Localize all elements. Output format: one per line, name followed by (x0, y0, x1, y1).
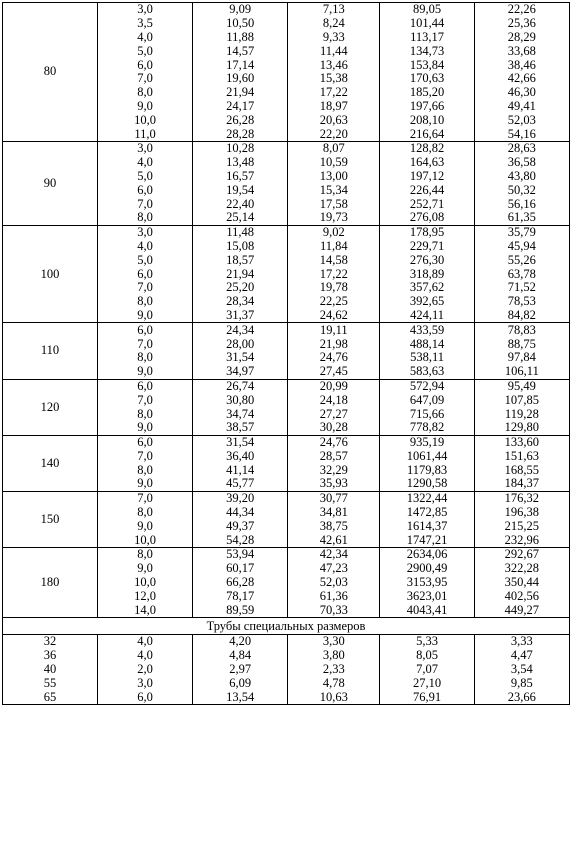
table-row (3, 435, 570, 449)
table-body (3, 3, 570, 705)
wall-thickness-cell: 7,0 (98, 393, 193, 407)
cross-section-area-cell: 24,34 (193, 323, 288, 337)
moment-of-inertia-cell: 89,05 (380, 3, 474, 17)
wall-thickness-cell: 5,0 (98, 44, 193, 58)
wall-thickness-cell: 6,0 (98, 435, 193, 449)
moment-of-inertia-cell: 113,17 (380, 31, 474, 45)
wall-thickness-cell: 9,0 (98, 309, 193, 323)
table-row (3, 379, 570, 393)
wall-thickness-cell: 9,0 (98, 477, 193, 491)
moment-of-inertia-cell: 4043,41 (380, 603, 474, 617)
wall-thickness-cell: 9,0 (98, 519, 193, 533)
section-modulus-cell: 49,41 (474, 100, 569, 114)
mass-per-meter-cell: 10,59 (288, 156, 380, 170)
moment-of-inertia-cell: 1322,44 (380, 491, 474, 505)
table-row (3, 676, 570, 690)
mass-per-meter-cell: 11,44 (288, 44, 380, 58)
wall-thickness-cell: 4,0 (98, 31, 193, 45)
mass-per-meter-cell: 24,76 (288, 351, 380, 365)
cross-section-area-cell: 34,97 (193, 365, 288, 379)
wall-thickness-cell: 8,0 (98, 211, 193, 225)
mass-per-meter-cell: 35,93 (288, 477, 380, 491)
moment-of-inertia-cell: 185,20 (380, 86, 474, 100)
wall-thickness-cell: 3,5 (98, 17, 193, 31)
section-modulus-cell: 95,49 (474, 379, 569, 393)
wall-thickness-cell: 14,0 (98, 603, 193, 617)
section-modulus-cell: 28,63 (474, 141, 569, 155)
mass-per-meter-cell: 4,78 (288, 676, 380, 690)
cross-section-area-cell: 34,74 (193, 407, 288, 421)
section-modulus-cell: 133,60 (474, 435, 569, 449)
wall-thickness-cell: 3,0 (98, 3, 193, 17)
mass-per-meter-cell: 21,98 (288, 337, 380, 351)
section-modulus-cell: 184,37 (474, 477, 569, 491)
mass-per-meter-cell: 13,00 (288, 170, 380, 184)
wall-thickness-cell: 6,0 (98, 58, 193, 72)
mass-per-meter-cell: 7,13 (288, 3, 380, 17)
outer-diameter-cell: 100 (3, 225, 98, 323)
cross-section-area-cell: 13,54 (193, 690, 288, 704)
mass-per-meter-cell: 27,45 (288, 365, 380, 379)
mass-per-meter-cell: 52,03 (288, 576, 380, 590)
table-row (3, 141, 570, 155)
moment-of-inertia-cell: 935,19 (380, 435, 474, 449)
wall-thickness-cell: 8,0 (98, 295, 193, 309)
table-row (3, 225, 570, 239)
cross-section-area-cell: 11,88 (193, 31, 288, 45)
cross-section-area-cell: 6,09 (193, 676, 288, 690)
wall-thickness-cell: 7,0 (98, 197, 193, 211)
section-modulus-cell: 232,96 (474, 533, 569, 547)
section-modulus-cell: 97,84 (474, 351, 569, 365)
moment-of-inertia-cell: 1472,85 (380, 506, 474, 520)
moment-of-inertia-cell: 1290,58 (380, 477, 474, 491)
cross-section-area-cell: 21,94 (193, 267, 288, 281)
section-modulus-cell: 54,16 (474, 127, 569, 141)
mass-per-meter-cell: 70,33 (288, 603, 380, 617)
cross-section-area-cell: 89,59 (193, 603, 288, 617)
mass-per-meter-cell: 30,28 (288, 421, 380, 435)
mass-per-meter-cell: 15,38 (288, 72, 380, 86)
cross-section-area-cell: 45,77 (193, 477, 288, 491)
section-modulus-cell: 9,85 (474, 676, 569, 690)
moment-of-inertia-cell: 1179,83 (380, 463, 474, 477)
moment-of-inertia-cell: 1061,44 (380, 450, 474, 464)
wall-thickness-cell: 9,0 (98, 562, 193, 576)
outer-diameter-cell: 32 (3, 635, 98, 649)
cross-section-area-cell: 31,37 (193, 309, 288, 323)
mass-per-meter-cell: 14,58 (288, 253, 380, 267)
mass-per-meter-cell: 28,57 (288, 450, 380, 464)
wall-thickness-cell: 7,0 (98, 450, 193, 464)
moment-of-inertia-cell: 2900,49 (380, 562, 474, 576)
moment-of-inertia-cell: 1614,37 (380, 519, 474, 533)
moment-of-inertia-cell: 27,10 (380, 676, 474, 690)
section-modulus-cell: 449,27 (474, 603, 569, 617)
section-modulus-cell: 36,58 (474, 156, 569, 170)
mass-per-meter-cell: 38,75 (288, 519, 380, 533)
moment-of-inertia-cell: 208,10 (380, 113, 474, 127)
outer-diameter-cell: 40 (3, 663, 98, 677)
section-modulus-cell: 4,47 (474, 649, 569, 663)
moment-of-inertia-cell: 5,33 (380, 635, 474, 649)
wall-thickness-cell: 8,0 (98, 506, 193, 520)
moment-of-inertia-cell: 8,05 (380, 649, 474, 663)
cross-section-area-cell: 13,48 (193, 156, 288, 170)
wall-thickness-cell: 4,0 (98, 649, 193, 663)
special-sizes-heading: Трубы специальных размеров (3, 618, 570, 635)
mass-per-meter-cell: 9,33 (288, 31, 380, 45)
section-modulus-cell: 38,46 (474, 58, 569, 72)
section-modulus-cell: 402,56 (474, 589, 569, 603)
outer-diameter-cell: 150 (3, 491, 98, 547)
moment-of-inertia-cell: 778,82 (380, 421, 474, 435)
wall-thickness-cell: 12,0 (98, 589, 193, 603)
mass-per-meter-cell: 13,46 (288, 58, 380, 72)
moment-of-inertia-cell: 178,95 (380, 225, 474, 239)
table-row (3, 649, 570, 663)
section-modulus-cell: 46,30 (474, 86, 569, 100)
cross-section-area-cell: 31,54 (193, 435, 288, 449)
cross-section-area-cell: 2,97 (193, 663, 288, 677)
section-modulus-cell: 151,63 (474, 450, 569, 464)
section-modulus-cell: 43,80 (474, 170, 569, 184)
cross-section-area-cell: 66,28 (193, 576, 288, 590)
mass-per-meter-cell: 9,02 (288, 225, 380, 239)
table-row (3, 323, 570, 337)
moment-of-inertia-cell: 128,82 (380, 141, 474, 155)
moment-of-inertia-cell: 583,63 (380, 365, 474, 379)
section-modulus-cell: 3,33 (474, 635, 569, 649)
mass-per-meter-cell: 3,30 (288, 635, 380, 649)
moment-of-inertia-cell: 433,59 (380, 323, 474, 337)
wall-thickness-cell: 4,0 (98, 240, 193, 254)
mass-per-meter-cell: 24,76 (288, 435, 380, 449)
cross-section-area-cell: 26,28 (193, 113, 288, 127)
wall-thickness-cell: 8,0 (98, 407, 193, 421)
wall-thickness-cell: 8,0 (98, 463, 193, 477)
moment-of-inertia-cell: 357,62 (380, 281, 474, 295)
cross-section-area-cell: 24,17 (193, 100, 288, 114)
special-sizes-heading-row (3, 618, 570, 635)
cross-section-area-cell: 16,57 (193, 170, 288, 184)
wall-thickness-cell: 10,0 (98, 576, 193, 590)
cross-section-area-cell: 15,08 (193, 240, 288, 254)
mass-per-meter-cell: 17,22 (288, 267, 380, 281)
mass-per-meter-cell: 8,24 (288, 17, 380, 31)
cross-section-area-cell: 10,28 (193, 141, 288, 155)
wall-thickness-cell: 6,0 (98, 690, 193, 704)
section-modulus-cell: 119,28 (474, 407, 569, 421)
section-modulus-cell: 196,38 (474, 506, 569, 520)
mass-per-meter-cell: 24,62 (288, 309, 380, 323)
table-row (3, 635, 570, 649)
section-modulus-cell: 78,53 (474, 295, 569, 309)
table-row (3, 690, 570, 704)
cross-section-area-cell: 30,80 (193, 393, 288, 407)
moment-of-inertia-cell: 3153,95 (380, 576, 474, 590)
wall-thickness-cell: 3,0 (98, 141, 193, 155)
mass-per-meter-cell: 22,20 (288, 127, 380, 141)
wall-thickness-cell: 6,0 (98, 267, 193, 281)
cross-section-area-cell: 18,57 (193, 253, 288, 267)
wall-thickness-cell: 7,0 (98, 491, 193, 505)
section-modulus-cell: 106,11 (474, 365, 569, 379)
mass-per-meter-cell: 15,34 (288, 183, 380, 197)
cross-section-area-cell: 53,94 (193, 548, 288, 562)
section-modulus-cell: 61,35 (474, 211, 569, 225)
mass-per-meter-cell: 34,81 (288, 506, 380, 520)
cross-section-area-cell: 19,54 (193, 183, 288, 197)
section-modulus-cell: 292,67 (474, 548, 569, 562)
section-modulus-cell: 88,75 (474, 337, 569, 351)
mass-per-meter-cell: 61,36 (288, 589, 380, 603)
moment-of-inertia-cell: 153,84 (380, 58, 474, 72)
section-modulus-cell: 215,25 (474, 519, 569, 533)
cross-section-area-cell: 49,37 (193, 519, 288, 533)
mass-per-meter-cell: 42,34 (288, 548, 380, 562)
mass-per-meter-cell: 10,63 (288, 690, 380, 704)
section-modulus-cell: 168,55 (474, 463, 569, 477)
moment-of-inertia-cell: 1747,21 (380, 533, 474, 547)
cross-section-area-cell: 26,74 (193, 379, 288, 393)
outer-diameter-cell: 65 (3, 690, 98, 704)
wall-thickness-cell: 9,0 (98, 365, 193, 379)
section-modulus-cell: 84,82 (474, 309, 569, 323)
section-modulus-cell: 25,36 (474, 17, 569, 31)
moment-of-inertia-cell: 318,89 (380, 267, 474, 281)
moment-of-inertia-cell: 276,30 (380, 253, 474, 267)
moment-of-inertia-cell: 252,71 (380, 197, 474, 211)
wall-thickness-cell: 10,0 (98, 113, 193, 127)
wall-thickness-cell: 5,0 (98, 253, 193, 267)
cross-section-area-cell: 4,20 (193, 635, 288, 649)
wall-thickness-cell: 4,0 (98, 635, 193, 649)
section-modulus-cell: 56,16 (474, 197, 569, 211)
cross-section-area-cell: 41,14 (193, 463, 288, 477)
moment-of-inertia-cell: 538,11 (380, 351, 474, 365)
mass-per-meter-cell: 17,58 (288, 197, 380, 211)
wall-thickness-cell: 11,0 (98, 127, 193, 141)
cross-section-area-cell: 10,50 (193, 17, 288, 31)
mass-per-meter-cell: 18,97 (288, 100, 380, 114)
wall-thickness-cell: 7,0 (98, 281, 193, 295)
wall-thickness-cell: 4,0 (98, 156, 193, 170)
wall-thickness-cell: 9,0 (98, 100, 193, 114)
moment-of-inertia-cell: 488,14 (380, 337, 474, 351)
wall-thickness-cell: 8,0 (98, 548, 193, 562)
section-modulus-cell: 322,28 (474, 562, 569, 576)
cross-section-area-cell: 28,28 (193, 127, 288, 141)
outer-diameter-cell: 90 (3, 141, 98, 225)
wall-thickness-cell: 7,0 (98, 337, 193, 351)
moment-of-inertia-cell: 216,64 (380, 127, 474, 141)
section-modulus-cell: 176,32 (474, 491, 569, 505)
mass-per-meter-cell: 11,84 (288, 240, 380, 254)
wall-thickness-cell: 7,0 (98, 72, 193, 86)
section-modulus-cell: 52,03 (474, 113, 569, 127)
cross-section-area-cell: 21,94 (193, 86, 288, 100)
mass-per-meter-cell: 42,61 (288, 533, 380, 547)
wall-thickness-cell: 6,0 (98, 323, 193, 337)
outer-diameter-cell: 110 (3, 323, 98, 379)
moment-of-inertia-cell: 170,63 (380, 72, 474, 86)
mass-per-meter-cell: 20,63 (288, 113, 380, 127)
mass-per-meter-cell: 19,73 (288, 211, 380, 225)
section-modulus-cell: 63,78 (474, 267, 569, 281)
wall-thickness-cell: 10,0 (98, 533, 193, 547)
moment-of-inertia-cell: 7,07 (380, 663, 474, 677)
mass-per-meter-cell: 22,25 (288, 295, 380, 309)
moment-of-inertia-cell: 76,91 (380, 690, 474, 704)
section-modulus-cell: 350,44 (474, 576, 569, 590)
mass-per-meter-cell: 24,18 (288, 393, 380, 407)
cross-section-area-cell: 11,48 (193, 225, 288, 239)
mass-per-meter-cell: 8,07 (288, 141, 380, 155)
moment-of-inertia-cell: 229,71 (380, 240, 474, 254)
cross-section-area-cell: 14,57 (193, 44, 288, 58)
wall-thickness-cell: 3,0 (98, 225, 193, 239)
moment-of-inertia-cell: 197,12 (380, 170, 474, 184)
moment-of-inertia-cell: 424,11 (380, 309, 474, 323)
mass-per-meter-cell: 30,77 (288, 491, 380, 505)
section-modulus-cell: 23,66 (474, 690, 569, 704)
cross-section-area-cell: 60,17 (193, 562, 288, 576)
wall-thickness-cell: 3,0 (98, 676, 193, 690)
moment-of-inertia-cell: 276,08 (380, 211, 474, 225)
section-modulus-cell: 28,29 (474, 31, 569, 45)
section-modulus-cell: 22,26 (474, 3, 569, 17)
moment-of-inertia-cell: 572,94 (380, 379, 474, 393)
outer-diameter-cell: 120 (3, 379, 98, 435)
moment-of-inertia-cell: 226,44 (380, 183, 474, 197)
section-modulus-cell: 78,83 (474, 323, 569, 337)
section-modulus-cell: 55,26 (474, 253, 569, 267)
cross-section-area-cell: 22,40 (193, 197, 288, 211)
section-modulus-cell: 3,54 (474, 663, 569, 677)
cross-section-area-cell: 31,54 (193, 351, 288, 365)
section-modulus-cell: 50,32 (474, 183, 569, 197)
cross-section-area-cell: 9,09 (193, 3, 288, 17)
section-modulus-cell: 45,94 (474, 240, 569, 254)
outer-diameter-cell: 36 (3, 649, 98, 663)
cross-section-area-cell: 39,20 (193, 491, 288, 505)
moment-of-inertia-cell: 164,63 (380, 156, 474, 170)
table-row (3, 548, 570, 562)
section-modulus-cell: 35,79 (474, 225, 569, 239)
wall-thickness-cell: 2,0 (98, 663, 193, 677)
moment-of-inertia-cell: 715,66 (380, 407, 474, 421)
mass-per-meter-cell: 2,33 (288, 663, 380, 677)
moment-of-inertia-cell: 392,65 (380, 295, 474, 309)
mass-per-meter-cell: 3,80 (288, 649, 380, 663)
cross-section-area-cell: 19,60 (193, 72, 288, 86)
moment-of-inertia-cell: 2634,06 (380, 548, 474, 562)
outer-diameter-cell: 140 (3, 435, 98, 491)
mass-per-meter-cell: 19,11 (288, 323, 380, 337)
mass-per-meter-cell: 20,99 (288, 379, 380, 393)
mass-per-meter-cell: 32,29 (288, 463, 380, 477)
cross-section-area-cell: 25,20 (193, 281, 288, 295)
cross-section-area-cell: 44,34 (193, 506, 288, 520)
cross-section-area-cell: 78,17 (193, 589, 288, 603)
section-modulus-cell: 107,85 (474, 393, 569, 407)
wall-thickness-cell: 6,0 (98, 183, 193, 197)
moment-of-inertia-cell: 197,66 (380, 100, 474, 114)
cross-section-area-cell: 17,14 (193, 58, 288, 72)
section-modulus-cell: 129,80 (474, 421, 569, 435)
outer-diameter-cell: 80 (3, 3, 98, 142)
cross-section-area-cell: 4,84 (193, 649, 288, 663)
table-row (3, 663, 570, 677)
table-row (3, 491, 570, 505)
mass-per-meter-cell: 17,22 (288, 86, 380, 100)
mass-per-meter-cell: 19,78 (288, 281, 380, 295)
cross-section-area-cell: 38,57 (193, 421, 288, 435)
section-modulus-cell: 33,68 (474, 44, 569, 58)
moment-of-inertia-cell: 101,44 (380, 17, 474, 31)
moment-of-inertia-cell: 647,09 (380, 393, 474, 407)
cross-section-area-cell: 28,34 (193, 295, 288, 309)
wall-thickness-cell: 8,0 (98, 351, 193, 365)
moment-of-inertia-cell: 134,73 (380, 44, 474, 58)
pipe-dimensions-table (2, 2, 570, 705)
mass-per-meter-cell: 47,23 (288, 562, 380, 576)
cross-section-area-cell: 25,14 (193, 211, 288, 225)
outer-diameter-cell: 55 (3, 676, 98, 690)
outer-diameter-cell: 180 (3, 548, 98, 618)
cross-section-area-cell: 54,28 (193, 533, 288, 547)
wall-thickness-cell: 9,0 (98, 421, 193, 435)
cross-section-area-cell: 28,00 (193, 337, 288, 351)
mass-per-meter-cell: 27,27 (288, 407, 380, 421)
section-modulus-cell: 42,66 (474, 72, 569, 86)
cross-section-area-cell: 36,40 (193, 450, 288, 464)
section-modulus-cell: 71,52 (474, 281, 569, 295)
wall-thickness-cell: 6,0 (98, 379, 193, 393)
table-row (3, 3, 570, 17)
moment-of-inertia-cell: 3623,01 (380, 589, 474, 603)
wall-thickness-cell: 5,0 (98, 170, 193, 184)
wall-thickness-cell: 8,0 (98, 86, 193, 100)
